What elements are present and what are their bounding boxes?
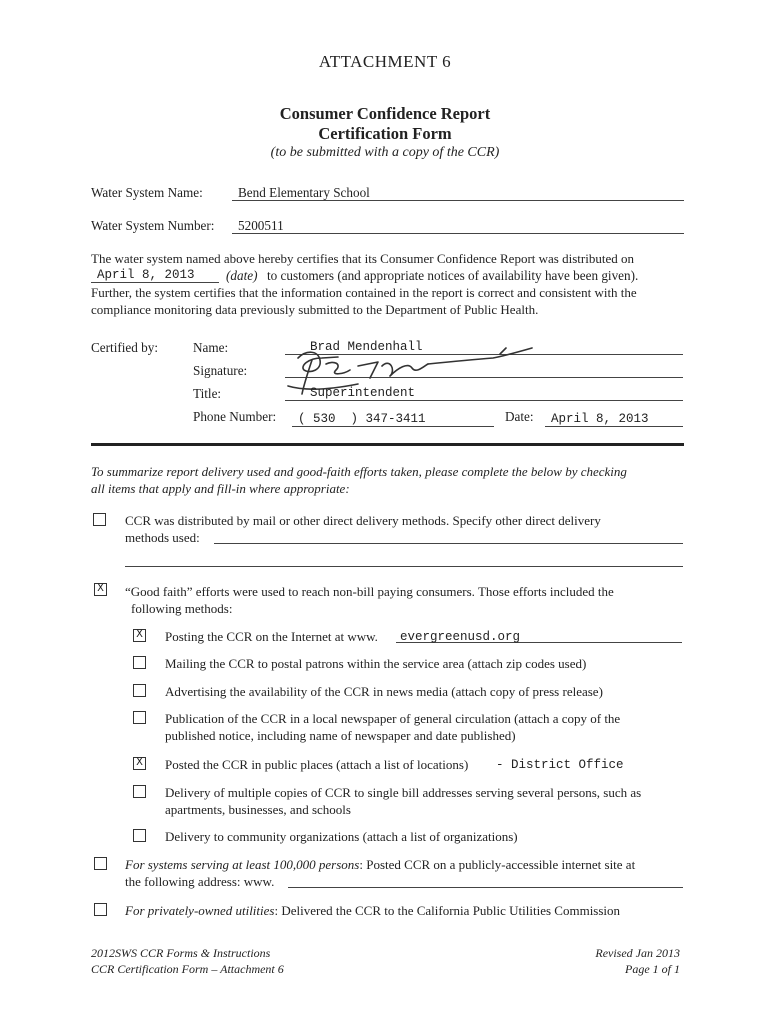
private-utilities-text [125,902,620,919]
footer-left-line2: CCR Certification Form – Attachment 6 [91,962,284,976]
attachment-heading: ATTACHMENT 6 [318,52,452,71]
water-system-number-line [232,233,684,234]
water-system-number-label: Water System Number: [91,218,215,233]
large-systems-url-line[interactable] [288,887,683,888]
large-systems-checkbox[interactable] [94,857,107,870]
section-divider [91,443,684,446]
certified-by-label: Certified by: [91,340,159,355]
certification-text-line4: compliance monitoring data previously submitted to the Department of Public Health. [91,302,539,317]
posting-internet-label: Posting the CCR on the Internet at www. [165,629,378,644]
publication-text1: Publication of the CCR in a local newspaper of general circulation (attach a copy of the [165,711,621,726]
publication-text2: published notice, including name of newspaper and date published) [165,728,516,743]
date-hint: (date) [226,268,258,283]
signature-label: Signature: [193,363,248,378]
footer-left-line1: 2012SWS CCR Forms & Instructions [91,946,271,960]
date-label: Date: [505,409,534,424]
ccr-distributed-text2: methods used: [125,530,200,545]
advertising-label: Advertising the availability of the CCR in news media (attach copy of press release) [165,684,603,699]
good-faith-text2: following methods: [131,601,233,616]
certification-text-line3: Further, the system certifies that the information contained in the report is correct and consistent with the [91,285,637,300]
delivery-multiple-checkbox[interactable] [133,785,146,798]
phone-value: ( 530 ) 347-3411 [298,412,426,426]
certifier-name: Brad Mendenhall [310,340,423,354]
private-utilities-italic: For privately-owned utilities [125,903,275,918]
good-faith-text1: “Good faith” efforts were used to reach non-bill paying consumers. Those efforts included the [125,584,614,599]
mailing-checkbox[interactable] [133,656,146,669]
certification-text-after-date: to customers (and appropriate notices of availability have been given). [267,268,639,283]
ccr-distributed-text1: CCR was distributed by mail or other direct delivery methods. Specify other direct delivery [125,513,601,528]
water-system-name-value: Bend Elementary School [238,185,370,200]
posted-public-checkbox[interactable]: X [133,757,146,770]
certifier-title: Superintendent [310,386,416,400]
form-title-line2: Certification Form [318,124,452,143]
water-system-number-value: 5200511 [238,218,284,233]
water-system-name-label: Water System Name: [91,185,203,200]
advertising-checkbox[interactable] [133,684,146,697]
large-systems-italic: For systems serving at least 100,000 persons [125,857,360,872]
instructions-line2: all items that apply and fill-in where appropriate: [91,481,350,496]
good-faith-checkbox[interactable]: X [94,583,107,596]
large-systems-text1 [125,856,635,873]
instructions-line1: To summarize report delivery used and good-faith efforts taken, please complete the below by checking [91,464,627,479]
posting-internet-url: evergreenusd.org [400,630,521,644]
form-subtitle: (to be submitted with a copy of the CCR) [270,145,500,160]
form-title-line1: Consumer Confidence Report [279,104,491,123]
mailing-label: Mailing the CCR to postal patrons within the service area (attach zip codes used) [165,656,587,671]
delivery-community-checkbox[interactable] [133,829,146,842]
name-label: Name: [193,340,229,355]
private-utilities-rest: : Delivered the CCR to the California Public Utilities Commission [274,903,621,918]
delivery-multiple-text2: apartments, businesses, and schools [165,802,351,817]
footer-right-line2: Page 1 of 1 [625,962,680,976]
phone-label: Phone Number: [193,409,277,424]
certification-text-line2 [91,267,681,284]
posted-public-location: - District Office [496,758,624,772]
delivery-community-label: Delivery to community organizations (attach a list of organizations) [165,829,518,844]
methods-used-line2[interactable] [125,566,683,567]
large-systems-rest: : Posted CCR on a publicly-accessible internet site at [359,857,636,872]
ccr-distributed-checkbox[interactable] [93,513,106,526]
delivery-multiple-text1: Delivery of multiple copies of CCR to single bill addresses serving several persons, such as [165,785,642,800]
signed-date: April 8, 2013 [551,412,649,426]
publication-checkbox[interactable] [133,711,146,724]
certification-text-line1: The water system named above hereby certifies that its Consumer Confidence Report was distributed on [91,251,634,266]
distribution-date: April 8, 2013 [97,268,195,282]
large-systems-text2: the following address: www. [125,874,275,889]
private-utilities-checkbox[interactable] [94,903,107,916]
footer-right-line1: Revised Jan 2013 [595,946,680,960]
posting-internet-checkbox[interactable]: X [133,629,146,642]
title-label: Title: [193,386,222,401]
methods-used-line[interactable] [214,543,683,544]
posted-public-label: Posted the CCR in public places (attach a list of locations) [165,757,469,772]
